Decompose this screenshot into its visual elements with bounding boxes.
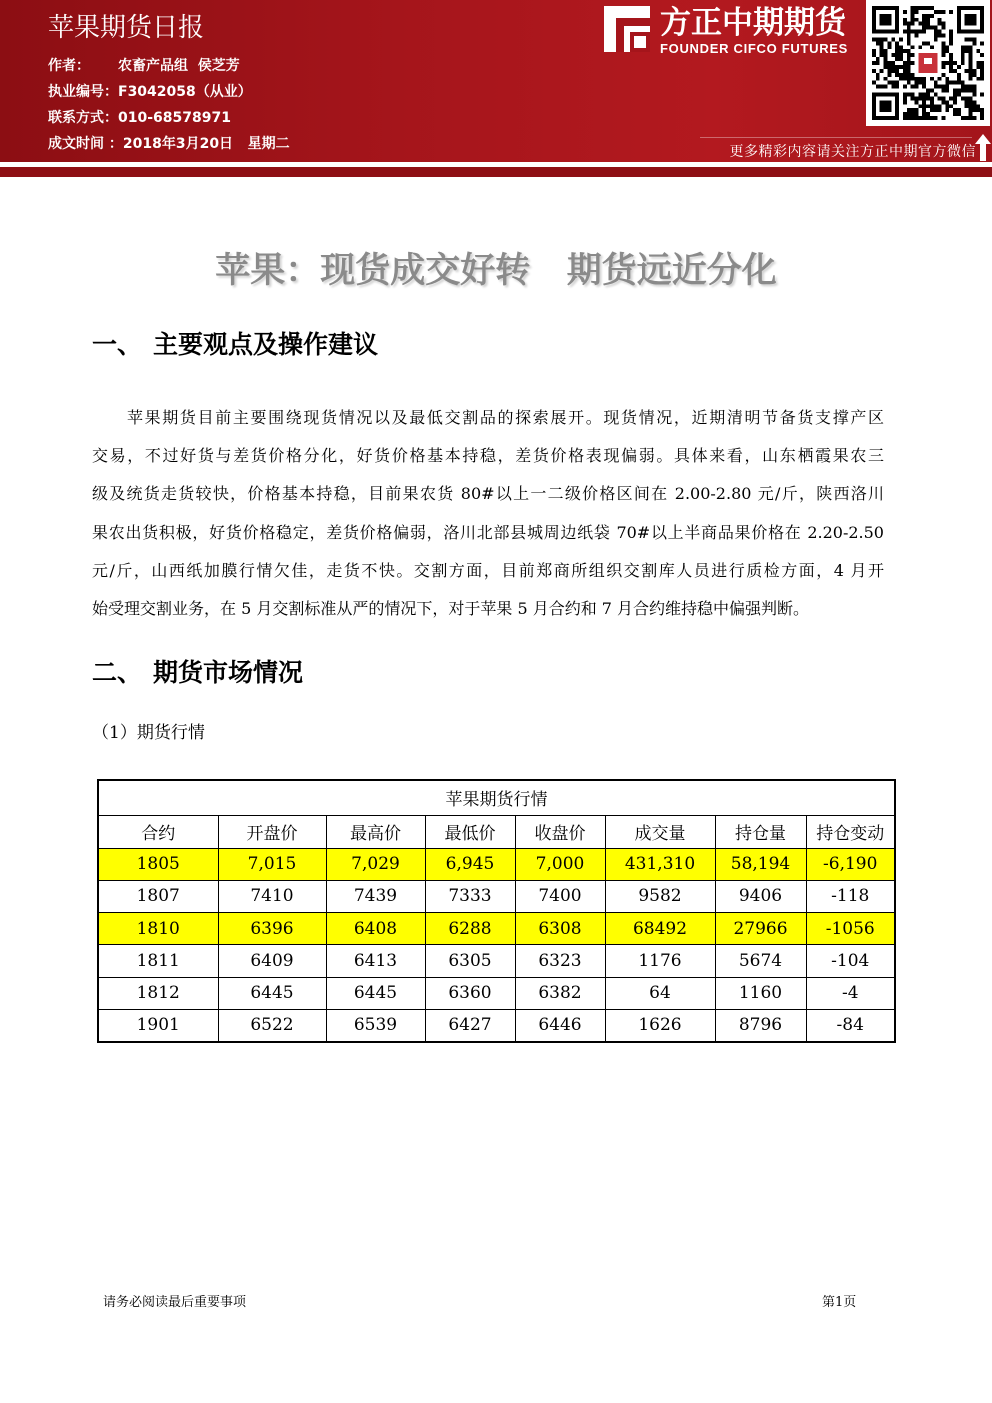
- cell-volume: 9582: [605, 880, 715, 912]
- header-divider-stripe: [0, 167, 992, 177]
- column-header-volume: 成交量: [605, 815, 715, 848]
- footer-notice: 请务必阅读最后重要事项: [103, 1295, 247, 1310]
- column-header-open-interest: 持仓量: [715, 815, 806, 848]
- cell-low: 6360: [425, 977, 515, 1009]
- cell-low: 6427: [425, 1009, 515, 1041]
- cell-high: 6539: [326, 1009, 425, 1041]
- cell-high: 7,029: [326, 848, 425, 880]
- column-header-contract: 合约: [98, 815, 218, 848]
- cell-open: 6409: [218, 945, 326, 977]
- cell-low: 6288: [425, 913, 515, 945]
- column-header-close: 收盘价: [515, 815, 605, 848]
- table-title-row: [98, 780, 895, 815]
- cell-volume: 64: [605, 977, 715, 1009]
- cell-contract: 1805: [98, 848, 218, 880]
- cell-oi-change: -118: [806, 880, 895, 912]
- cell-close: 7400: [515, 880, 605, 912]
- table-row: [98, 848, 895, 880]
- wechat-follow-note: 更多精彩内容请关注方正中期官方微信: [729, 144, 976, 160]
- brand-english-name: FOUNDER CIFCO FUTURES: [660, 41, 849, 56]
- brand-name: 方正中期期货: [660, 5, 846, 41]
- cell-close: 6323: [515, 945, 605, 977]
- cell-close: 6446: [515, 1009, 605, 1041]
- section-2-number: 二、: [92, 658, 143, 687]
- cell-open-interest: 27966: [715, 913, 806, 945]
- arrow-up-icon: [975, 134, 991, 161]
- author-label: 作者：: [48, 58, 90, 74]
- brand-logo-icon: [604, 6, 652, 54]
- cell-open: 6396: [218, 913, 326, 945]
- cell-high: 6408: [326, 913, 425, 945]
- page-number: 第1页: [822, 1295, 857, 1310]
- cell-open-interest: 1160: [715, 977, 806, 1009]
- cell-oi-change: -6,190: [806, 848, 895, 880]
- cell-contract: 1807: [98, 880, 218, 912]
- table-row: [98, 1009, 895, 1041]
- qr-code-icon: [866, 0, 990, 126]
- cell-contract: 1901: [98, 1009, 218, 1041]
- report-title: 苹果期货日报: [48, 13, 205, 43]
- section-2-heading: 期货市场情况: [153, 658, 304, 687]
- table-row: [98, 913, 895, 945]
- paragraph-line: 果农出货积极，好货价格稳定，差货价格偏弱，洛川北部县城周边纸袋 70#以上半商品果价格在 2.20-2.50: [92, 522, 884, 542]
- license-number: 执业编号：F3042058（从业）: [48, 84, 252, 100]
- cell-oi-change: -84: [806, 1009, 895, 1041]
- section-1-number: 一、: [92, 330, 143, 359]
- cell-low: 6305: [425, 945, 515, 977]
- table-row: [98, 977, 895, 1009]
- cell-volume: 68492: [605, 913, 715, 945]
- cell-open-interest: 8796: [715, 1009, 806, 1041]
- cell-open-interest: 5674: [715, 945, 806, 977]
- cell-oi-change: -4: [806, 977, 895, 1009]
- section-1-paragraph: [92, 399, 884, 628]
- cell-close: 6308: [515, 913, 605, 945]
- cell-volume: 1176: [605, 945, 715, 977]
- cell-volume: 431,310: [605, 848, 715, 880]
- table-header-row: [98, 815, 895, 848]
- cell-volume: 1626: [605, 1009, 715, 1041]
- cell-open-interest: 58,194: [715, 848, 806, 880]
- cell-high: 7439: [326, 880, 425, 912]
- document-title: 苹果：现货成交好转 期货远近分化: [215, 251, 777, 291]
- column-header-oi-change: 持仓变动: [806, 815, 895, 848]
- table-row: [98, 945, 895, 977]
- futures-quote-subheading: （1）期货行情: [92, 723, 205, 743]
- paragraph-line: 苹果期货目前主要围绕现货情况以及最低交割品的探索展开。现货情况，近期清明节备货支撑产区: [127, 408, 884, 427]
- cell-high: 6413: [326, 945, 425, 977]
- table-row: [98, 880, 895, 912]
- cell-low: 7333: [425, 880, 515, 912]
- wechat-divider: [700, 137, 972, 138]
- cell-close: 7,000: [515, 848, 605, 880]
- paragraph-line: 元/斤，山西纸加膜行情欠佳，走货不快。交割方面，目前郑商所组织交割库人员进行质检方面，4 月开: [92, 560, 884, 580]
- report-date: 成文时间 ：2018年3月20日 星期二: [48, 136, 290, 152]
- cell-contract: 1812: [98, 977, 218, 1009]
- column-header-low: 最低价: [425, 815, 515, 848]
- paragraph-line: 始受理交割业务，在 5 月交割标准从严的情况下，对于苹果 5 月合约和 7 月合约维持稳中偏强判断。: [92, 598, 810, 618]
- cell-high: 6445: [326, 977, 425, 1009]
- cell-low: 6,945: [425, 848, 515, 880]
- author-value: 农畜产品组 侯芝芳: [118, 58, 240, 74]
- cell-open: 6522: [218, 1009, 326, 1041]
- cell-contract: 1810: [98, 913, 218, 945]
- section-1-heading: 主要观点及操作建议: [153, 330, 379, 359]
- cell-open-interest: 9406: [715, 880, 806, 912]
- cell-oi-change: -1056: [806, 913, 895, 945]
- cell-open: 7410: [218, 880, 326, 912]
- paragraph-line: 交易，不过好货与差货价格分化，好货价格基本持稳，差货价格表现偏弱。具体来看，山东栖霞果农三: [92, 446, 884, 466]
- cell-close: 6382: [515, 977, 605, 1009]
- cell-contract: 1811: [98, 945, 218, 977]
- table-body: [98, 848, 895, 1042]
- column-header-open: 开盘价: [218, 815, 326, 848]
- paragraph-line: 级及统货走货较快，价格基本持稳，目前果农货 80#以上一二级价格区间在 2.00-2.80 元/斤，陕西洛川: [92, 484, 884, 504]
- cell-open: 6445: [218, 977, 326, 1009]
- table-title: 苹果期货行情: [98, 780, 895, 815]
- futures-quote-table: [97, 779, 896, 1043]
- contact-info: 联系方式：010-68578971: [48, 110, 231, 126]
- cell-open: 7,015: [218, 848, 326, 880]
- report-header: [0, 0, 992, 162]
- cell-oi-change: -104: [806, 945, 895, 977]
- column-header-high: 最高价: [326, 815, 425, 848]
